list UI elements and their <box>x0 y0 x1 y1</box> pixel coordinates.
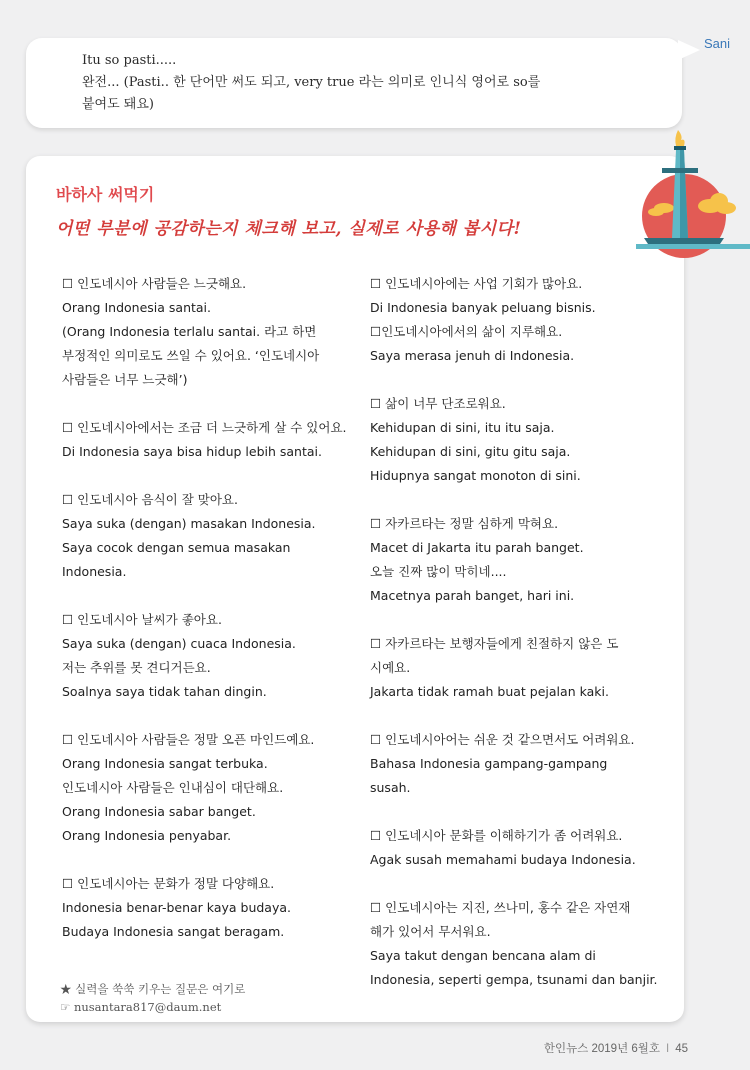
section-title: 바하사 써먹기 <box>56 185 155 204</box>
monument-illustration <box>636 128 750 264</box>
phrase-line: 시예요. <box>370 660 411 675</box>
contact-email-link[interactable]: ☞ nusantara817@daum.net <box>60 1000 222 1014</box>
publication-name: 한인뉴스 2019년 6월호 <box>543 1043 660 1055</box>
phrase-entry <box>62 488 362 584</box>
phrase-line: Bahasa Indonesia gampang-gampang <box>370 756 608 771</box>
checkbox-item[interactable]: ☐ 자카르타는 정말 심하게 막혀요. <box>370 516 559 531</box>
speaker-name: Sani <box>704 36 731 51</box>
phrase-entry <box>370 392 660 488</box>
phrase-line: Indonesia, seperti gempa, tsunami dan banjir. <box>370 972 658 987</box>
left-column <box>62 272 362 968</box>
checkbox-item[interactable]: ☐ 인도네시아어는 쉬운 것 같으면서도 어려워요. <box>370 732 635 747</box>
phrase-line: Hidupnya sangat monoton di sini. <box>370 468 581 483</box>
phrase-line: 인도네시아 사람들은 인내심이 대단해요. <box>62 780 284 795</box>
question-contact-note <box>60 980 245 1016</box>
phrase-line: Orang Indonesia sabar banget. <box>62 804 256 819</box>
checkbox-item[interactable]: ☐ 인도네시아는 문화가 정말 다양해요. <box>62 876 275 891</box>
page-footer <box>544 1040 688 1056</box>
checkbox-item[interactable]: ☐인도네시아에서의 삶이 지루해요. <box>370 324 563 339</box>
checkbox-item[interactable]: ☐ 인도네시아에는 사업 기회가 많아요. <box>370 276 583 291</box>
phrase-line: Saya takut dengan bencana alam di <box>370 948 596 963</box>
phrase-line: Macet di Jakarta itu parah banget. <box>370 540 584 555</box>
checkbox-item[interactable]: ☐ 인도네시아 문화를 이해하기가 좀 어려워요. <box>370 828 623 843</box>
contact-prompt: ★ 실력을 쑥쑥 키우는 질문은 여기로 <box>60 982 246 996</box>
phrase-entry <box>62 608 362 704</box>
phrase-entry <box>370 632 660 704</box>
phrase-line: Orang Indonesia penyabar. <box>62 828 232 843</box>
phrase-line: Agak susah memahami budaya Indonesia. <box>370 852 636 867</box>
checkbox-item[interactable]: ☐ 삶이 너무 단조로워요. <box>370 396 506 411</box>
footer-separator: I <box>666 1043 670 1055</box>
phrase-entry <box>370 824 660 872</box>
phrase-entry <box>370 728 660 800</box>
right-column <box>370 272 660 1016</box>
section-subtitle: 어떤 부분에 공감하는지 체크해 보고, 실제로 사용해 봅시다! <box>56 219 522 239</box>
phrase-line: Orang Indonesia santai. <box>62 300 211 315</box>
phrase-line: Di Indonesia banyak peluang bisnis. <box>370 300 596 315</box>
checkbox-item[interactable]: ☐ 인도네시아 사람들은 느긋해요. <box>62 276 247 291</box>
phrase-entry <box>370 272 660 368</box>
phrase-line: Di Indonesia saya bisa hidup lebih santai. <box>62 444 322 459</box>
bubble-text <box>82 50 662 116</box>
phrase-entry <box>62 416 362 464</box>
phrase-line: Orang Indonesia sangat terbuka. <box>62 756 268 771</box>
phrase-line: Saya suka (dengan) masakan Indonesia. <box>62 516 316 531</box>
phrase-entry <box>370 896 660 992</box>
phrase-entry <box>62 728 362 848</box>
checkbox-item[interactable]: ☐ 인도네시아 음식이 잘 맞아요. <box>62 492 238 507</box>
phrase-line: 사람들은 너무 느긋해’) <box>62 372 188 387</box>
phrase-entry <box>62 872 362 944</box>
phrase-line: Budaya Indonesia sangat beragam. <box>62 924 285 939</box>
page-number: 45 <box>675 1043 688 1055</box>
phrase-line: 부정적인 의미로도 쓰일 수 있어요. ‘인도네시아 <box>62 348 320 363</box>
phrase-line: Saya merasa jenuh di Indonesia. <box>370 348 575 363</box>
checkbox-item[interactable]: ☐ 자카르타는 보행자들에게 친절하지 않은 도 <box>370 636 619 651</box>
phrase-line: 해가 있어서 무서워요. <box>370 924 491 939</box>
checkbox-item[interactable]: ☐ 인도네시아 사람들은 정말 오픈 마인드예요. <box>62 732 315 747</box>
bubble-line: 완전... (Pasti.. 한 단어만 써도 되고, very true 라는 의미로 인니식 영어로 so를 <box>82 75 541 90</box>
phrase-line: Kehidupan di sini, itu itu saja. <box>370 420 555 435</box>
bubble-line: 붙여도 돼요) <box>82 97 154 112</box>
phrase-entry <box>370 512 660 608</box>
phrase-line: Indonesia. <box>62 564 127 579</box>
phrase-line: 저는 추위를 못 견디거든요. <box>62 660 211 675</box>
phrase-line: Indonesia benar-benar kaya budaya. <box>62 900 291 915</box>
speech-bubble-tail <box>678 40 700 60</box>
checkbox-item[interactable]: ☐ 인도네시아에서는 조금 더 느긋하게 살 수 있어요. <box>62 420 347 435</box>
phrase-line: (Orang Indonesia terlalu santai. 라고 하면 <box>62 324 317 339</box>
phrase-line: susah. <box>370 780 411 795</box>
checkbox-item[interactable]: ☐ 인도네시아는 지진, 쓰나미, 홍수 같은 자연재 <box>370 900 631 915</box>
phrase-entry <box>62 272 362 392</box>
phrase-line: Soalnya saya tidak tahan dingin. <box>62 684 267 699</box>
checkbox-item[interactable]: ☐ 인도네시아 날씨가 좋아요. <box>62 612 222 627</box>
phrase-line: 오늘 진짜 많이 막히네.... <box>370 564 507 579</box>
phrase-line: Saya suka (dengan) cuaca Indonesia. <box>62 636 296 651</box>
bubble-line: Itu so pasti..... <box>82 53 177 68</box>
phrase-line: Kehidupan di sini, gitu gitu saja. <box>370 444 571 459</box>
phrase-line: Saya cocok dengan semua masakan <box>62 540 291 555</box>
phrase-line: Macetnya parah banget, hari ini. <box>370 588 575 603</box>
phrase-line: Jakarta tidak ramah buat pejalan kaki. <box>370 684 609 699</box>
